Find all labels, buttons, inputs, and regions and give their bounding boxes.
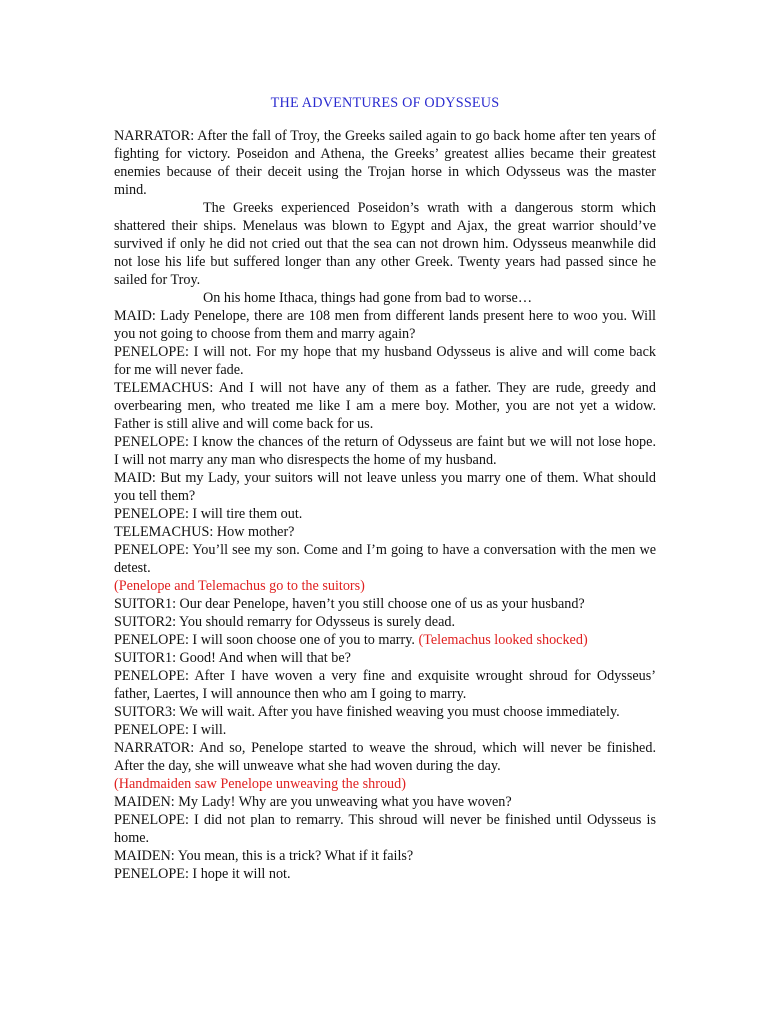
stage-direction: (Penelope and Telemachus go to the suitors) bbox=[114, 578, 365, 594]
dialogue-line: MAIDEN: My Lady! Why are you unweaving what you have woven? bbox=[114, 794, 512, 810]
dialogue-line: PENELOPE: You’ll see my son. Come and I’m going to have a conversation with the men we detest. bbox=[114, 542, 656, 576]
narrator-paragraph: NARRATOR: And so, Penelope started to weave the shroud, which will never be finished. After the day, she will unweave what she had woven during the day. bbox=[114, 740, 656, 774]
dialogue-line: PENELOPE: I will. bbox=[114, 722, 227, 738]
dialogue-line: PENELOPE: I know the chances of the return of Odysseus are faint but we will not lose hope. I will not marry any man who disrespects the home of my husband. bbox=[114, 434, 656, 468]
stage-direction: (Telemachus looked shocked) bbox=[418, 632, 588, 648]
dialogue-text: PENELOPE: I will soon choose one of you to marry. bbox=[114, 632, 419, 648]
script-body bbox=[114, 127, 656, 883]
dialogue-line: PENELOPE: I will not. For my hope that my husband Odysseus is alive and will come back for me will never fade. bbox=[114, 344, 656, 378]
dialogue-line bbox=[114, 631, 656, 649]
stage-direction: (Handmaiden saw Penelope unweaving the shroud) bbox=[114, 776, 406, 792]
dialogue-line: PENELOPE: I did not plan to remarry. This shroud will never be finished until Odysseus is home. bbox=[114, 812, 656, 846]
dialogue-line: PENELOPE: I will tire them out. bbox=[114, 506, 303, 522]
document-title: THE ADVENTURES OF ODYSSEUS bbox=[270, 95, 500, 111]
dialogue-line: MAID: Lady Penelope, there are 108 men from different lands present here to woo you. Will you not going to choose from them and marry again? bbox=[114, 308, 656, 342]
narrator-paragraph: NARRATOR: After the fall of Troy, the Greeks sailed again to go back home after ten years of fighting for victory. Poseidon and Athena, the Greeks’ greatest allies became their greatest enemies because of their deceit using the Trojan horse in which Odysseus was the master mind. bbox=[114, 128, 656, 198]
dialogue-line: SUITOR3: We will wait. After you have finished weaving you must choose immediately. bbox=[114, 704, 620, 720]
narrator-paragraph: On his home Ithaca, things had gone from bad to worse… bbox=[203, 290, 533, 306]
dialogue-line: SUITOR2: You should remarry for Odysseus is surely dead. bbox=[114, 614, 456, 630]
dialogue-line: TELEMACHUS: How mother? bbox=[114, 524, 295, 540]
dialogue-line: SUITOR1: Good! And when will that be? bbox=[114, 650, 351, 666]
dialogue-line: PENELOPE: After I have woven a very fine and exquisite wrought shroud for Odysseus’ father, Laertes, I will announce then who am I going to marry. bbox=[114, 668, 656, 702]
narrator-paragraph: The Greeks experienced Poseidon’s wrath with a dangerous storm which shattered their ships. Menelaus was blown to Egypt and Ajax, the great warrior should’ve survived if only he did not cried out that the sea can not drown him. Odysseus meanwhile did not lose his life but suffered longer than any other Greek. Twenty years had passed since he sailed for Troy. bbox=[114, 200, 656, 288]
dialogue-line: MAID: But my Lady, your suitors will not leave unless you marry one of them. What should you tell them? bbox=[114, 470, 656, 504]
dialogue-line: TELEMACHUS: And I will not have any of them as a father. They are rude, greedy and overbearing men, who treated me like I am a mere boy. Mother, you are not yet a widow. Father is still alive and will come back for us. bbox=[114, 380, 656, 432]
dialogue-line: PENELOPE: I hope it will not. bbox=[114, 866, 291, 882]
dialogue-line: SUITOR1: Our dear Penelope, haven’t you still choose one of us as your husband? bbox=[114, 596, 585, 612]
dialogue-line: MAIDEN: You mean, this is a trick? What if it fails? bbox=[114, 848, 414, 864]
